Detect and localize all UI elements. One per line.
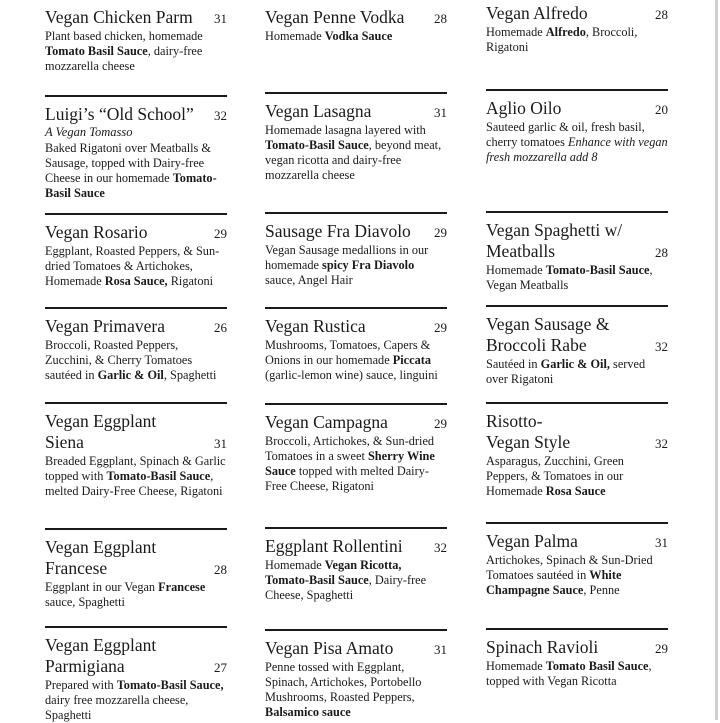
description-segment: Garlic & Oil, — [540, 357, 610, 371]
description-segment: Penne tossed with Eggplant, Spinach, Artichokes, Portobello Mushrooms, Roasted Peppers, — [265, 660, 422, 704]
menu-item — [265, 629, 447, 720]
menu-item-title — [45, 635, 227, 677]
description-segment: , Penne — [583, 583, 620, 597]
description-segment: Alfredo — [545, 25, 586, 39]
description-segment: Homemade — [265, 558, 325, 572]
dish-name: Vegan Campagna — [265, 412, 388, 432]
dish-name: Luigi’s “Old School” — [45, 104, 194, 124]
dish-description — [265, 29, 447, 44]
menu-item-title — [45, 104, 227, 125]
description-segment: Prepared with — [45, 678, 117, 692]
divider-rule — [45, 95, 227, 97]
dish-price: 31 — [434, 642, 447, 657]
divider-rule — [265, 92, 447, 94]
menu-item-title — [45, 411, 227, 453]
dish-price: 32 — [655, 339, 668, 354]
description-segment: , dairy-free mozzarella cheese — [45, 44, 203, 73]
menu-item-title — [486, 314, 668, 356]
description-segment: Homemade — [486, 25, 546, 39]
menu-item — [486, 211, 668, 293]
dish-price: 29 — [655, 641, 668, 656]
dish-description — [486, 25, 668, 55]
description-segment: Plant based chicken, homemade — [45, 29, 203, 43]
description-segment: Enhance with vegan fresh mozzarella add 8 — [486, 135, 668, 164]
menu-item-title — [265, 101, 447, 122]
dish-description — [45, 244, 227, 289]
dish-description — [45, 338, 227, 383]
dish-name: Sausage Fra Diavolo — [265, 221, 411, 241]
description-segment: , melted Dairy-Free Cheese, Rigatoni — [45, 469, 223, 498]
divider-rule — [45, 626, 227, 628]
dish-description — [486, 454, 668, 499]
menu-item-title — [486, 637, 668, 658]
divider-rule — [265, 307, 447, 309]
dish-description — [486, 553, 668, 598]
menu-item — [486, 402, 668, 499]
description-segment: Tomato Basil Sauce — [545, 659, 649, 673]
menu-item-title — [265, 412, 447, 433]
dish-name: Vegan Pisa Amato — [265, 638, 394, 658]
menu-item — [265, 212, 447, 288]
description-segment: (garlic-lemon wine) sauce, linguini — [265, 368, 438, 382]
menu-item — [486, 305, 668, 387]
menu-item-title — [486, 411, 668, 453]
description-segment: , Spaghetti — [163, 368, 217, 382]
dish-description — [45, 678, 227, 723]
dish-name: Eggplant Rollentini — [265, 536, 403, 556]
description-segment: spicy Fra Diavolo — [322, 258, 415, 272]
description-segment: Vodka Sauce — [324, 29, 393, 43]
description-segment: Balsamico sauce — [265, 705, 351, 719]
dish-name: Vegan Eggplant Francese — [45, 537, 157, 578]
dish-description — [486, 120, 668, 165]
page-edge — [715, 0, 718, 720]
description-segment: Garlic & Oil — [97, 368, 164, 382]
description-segment: Homemade — [265, 29, 325, 43]
menu-item — [486, 628, 668, 689]
divider-rule — [265, 629, 447, 631]
dish-description — [486, 659, 668, 689]
dish-description — [45, 29, 227, 74]
description-segment: Francese — [158, 580, 206, 594]
menu-item — [45, 528, 227, 610]
dish-price: 28 — [655, 245, 668, 260]
description-segment: topped with melted Dairy-Free Cheese, Rigatoni — [265, 464, 429, 493]
menu-item — [265, 92, 447, 183]
dish-price: 29 — [434, 320, 447, 335]
description-segment: Asparagus, Zucchini, Green Peppers, & Tomatoes in our Homemade — [486, 454, 624, 498]
divider-rule — [486, 211, 668, 213]
description-segment: Tomato Basil Sauce — [45, 44, 148, 58]
dish-description — [45, 454, 227, 499]
menu-item — [265, 527, 447, 603]
description-segment: Tomato-Basil Sauce — [545, 263, 650, 277]
dish-price: 32 — [214, 108, 227, 123]
description-segment: dairy free mozzarella cheese, Spaghetti — [45, 693, 189, 722]
dish-price: 31 — [214, 11, 227, 26]
menu-item — [265, 403, 447, 494]
dish-price: 28 — [655, 7, 668, 22]
dish-description — [265, 660, 447, 720]
description-segment: Tomato-Basil Sauce — [45, 171, 217, 200]
description-segment: Piccata — [392, 353, 431, 367]
dish-price: 28 — [434, 11, 447, 26]
menu-item — [45, 402, 227, 499]
menu-item-title — [45, 7, 227, 28]
description-segment: , Vegan Meatballs — [486, 263, 653, 292]
dish-price: 29 — [214, 226, 227, 241]
menu-item — [486, 0, 668, 55]
menu-item-title — [486, 3, 668, 24]
description-segment: , Broccoli, Rigatoni — [486, 25, 638, 54]
description-segment: Rosa Sauce — [545, 484, 606, 498]
dish-price: 29 — [434, 225, 447, 240]
menu-item — [45, 213, 227, 289]
divider-rule — [265, 212, 447, 214]
dish-description — [265, 123, 447, 183]
menu-item — [45, 307, 227, 383]
dish-name: Risotto- Vegan Style — [486, 411, 571, 452]
dish-name: Vegan Penne Vodka — [265, 7, 405, 27]
menu-item — [45, 0, 227, 74]
divider-rule — [45, 402, 227, 404]
dish-price: 28 — [214, 562, 227, 577]
description-segment: , topped with Vegan Ricotta — [486, 659, 652, 688]
dish-price: 31 — [214, 436, 227, 451]
description-segment: Sherry Wine Sauce — [265, 449, 435, 478]
menu-item-title — [486, 220, 668, 262]
dish-description — [486, 357, 668, 387]
description-segment: Eggplant in our Vegan — [45, 580, 159, 594]
description-segment: Rigatoni — [167, 274, 214, 288]
divider-rule — [486, 89, 668, 91]
description-segment: Tomato-Basil Sauce — [106, 469, 211, 483]
description-segment: Eggplant, Roasted Peppers, & Sun-dried Tomatoes & Artichokes, Homemade — [45, 244, 220, 288]
description-segment: White Champagne Sauce — [486, 568, 622, 597]
divider-rule — [265, 527, 447, 529]
menu-item — [486, 89, 668, 165]
menu-item-title — [45, 222, 227, 243]
divider-rule — [486, 402, 668, 404]
description-segment: Artichokes, Spinach & Sun-Dried Tomatoes sautéed in — [486, 553, 653, 582]
divider-rule — [45, 528, 227, 530]
menu-item — [45, 95, 227, 201]
dish-name: Vegan Rosario — [45, 222, 148, 242]
description-segment: Homemade — [486, 659, 546, 673]
menu-item — [486, 522, 668, 598]
description-segment: Mushrooms, Tomatoes, Capers & Onions in our homemade — [265, 338, 431, 367]
dish-price: 27 — [214, 660, 227, 675]
description-segment: Breaded Eggplant, Spinach & Garlic topped with — [45, 454, 226, 483]
dish-description — [45, 580, 227, 610]
dish-description — [265, 434, 447, 494]
description-segment: Broccoli, Artichokes, & Sun-dried Tomatoes in a sweet — [265, 434, 435, 463]
description-segment: Baked Rigatoni over Meatballs & Sausage, topped with Dairy-free Cheese in our homemade — [45, 141, 211, 185]
menu-item-title — [45, 537, 227, 579]
dish-subtitle: A Vegan Tomasso — [45, 125, 133, 139]
divider-rule — [265, 403, 447, 405]
dish-description — [265, 338, 447, 383]
dish-price: 32 — [434, 540, 447, 555]
description-segment: Rosa Sauce, — [104, 274, 168, 288]
dish-price: 31 — [655, 535, 668, 550]
dish-price: 29 — [434, 416, 447, 431]
dish-description — [265, 558, 447, 603]
dish-name: Spinach Ravioli — [486, 637, 599, 657]
menu-item-title — [265, 316, 447, 337]
description-segment: sauce, Spaghetti — [45, 595, 125, 609]
description-segment: Tomato-Basil Sauce — [265, 138, 369, 152]
description-segment: Homemade — [486, 263, 546, 277]
dish-name: Vegan Eggplant Siena — [45, 411, 157, 452]
dish-name: Vegan Eggplant Parmigiana — [45, 635, 157, 676]
dish-description — [486, 263, 668, 293]
description-segment: Vegan Sausage medallions in our homemade — [265, 243, 429, 272]
description-segment: Tomato-Basil Sauce, — [116, 678, 224, 692]
dish-name: Vegan Spaghetti w/ Meatballs — [486, 220, 623, 261]
dish-name: Vegan Lasagna — [265, 101, 372, 121]
description-segment: Sautéed in — [486, 357, 541, 371]
dish-name: Vegan Sausage & Broccoli Rabe — [486, 314, 610, 355]
dish-description — [45, 141, 227, 201]
dish-name: Vegan Primavera — [45, 316, 166, 336]
description-segment: sauce, Angel Hair — [265, 273, 353, 287]
description-segment: Broccoli, Roasted Peppers, Zucchini, & Cherry Tomatoes sautéed in — [45, 338, 193, 382]
description-segment: Vegan Ricotta, Tomato-Basil Sauce — [265, 558, 402, 587]
menu-item-title — [265, 638, 447, 659]
menu-item — [265, 0, 447, 44]
dish-price: 32 — [655, 436, 668, 451]
divider-rule — [486, 522, 668, 524]
dish-price: 20 — [655, 102, 668, 117]
description-segment: , Dairy-free Cheese, Spaghetti — [265, 573, 427, 602]
menu-item-title — [45, 316, 227, 337]
divider-rule — [486, 305, 668, 307]
menu-item-title — [486, 531, 668, 552]
dish-name: Vegan Chicken Parm — [45, 7, 193, 27]
divider-rule — [486, 628, 668, 630]
menu-item — [45, 626, 227, 723]
menu-item-title — [265, 536, 447, 557]
dish-name: Vegan Alfredo — [486, 3, 588, 23]
divider-rule — [45, 213, 227, 215]
dish-price: 31 — [434, 105, 447, 120]
dish-name: Vegan Palma — [486, 531, 578, 551]
dish-description — [265, 243, 447, 288]
dish-price: 26 — [214, 320, 227, 335]
menu-item — [265, 307, 447, 383]
description-segment: Homemade lasagna layered with — [265, 123, 426, 137]
menu-item-title — [265, 7, 447, 28]
dish-name: Vegan Rustica — [265, 316, 366, 336]
dish-name: Aglio Oilo — [486, 98, 562, 118]
menu-item-title — [486, 98, 668, 119]
description-segment: , beyond meat, vegan ricotta and dairy-free mozzarella cheese — [265, 138, 442, 182]
description-segment: served over Rigatoni — [486, 357, 646, 386]
divider-rule — [45, 307, 227, 309]
description-segment: Sauteed garlic & oil, fresh basil, cherry tomatoes — [486, 120, 645, 149]
menu-item-title — [265, 221, 447, 242]
